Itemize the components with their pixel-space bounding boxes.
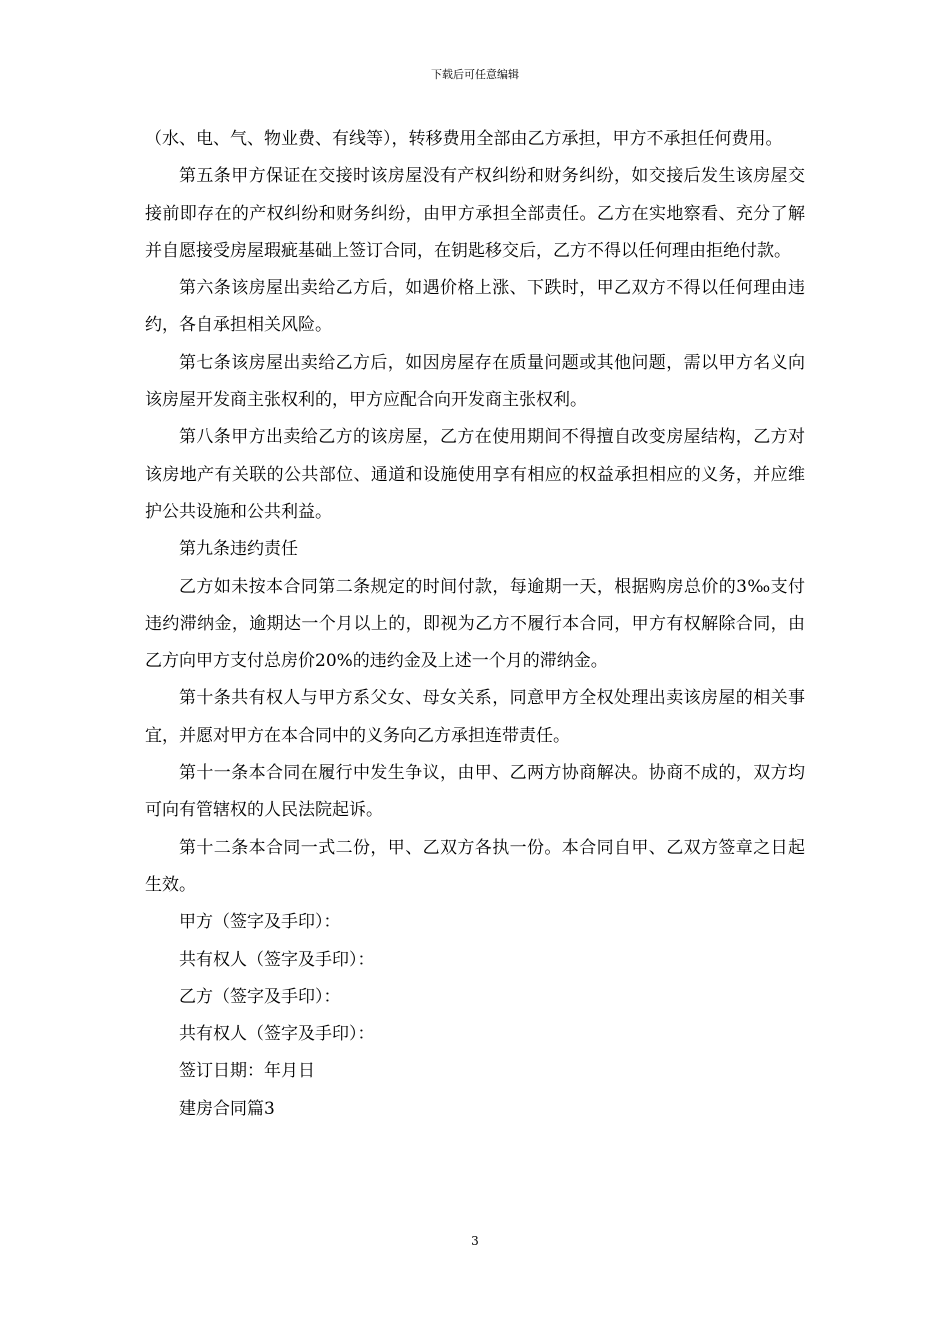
- paragraph-breach-terms: 乙方如未按本合同第二条规定的时间付款，每逾期一天，根据购房总价的3‰支付违约滞纳金，逾期达一个月以上的，即视为乙方不履行本合同，甲方有权解除合同，由乙方向甲方支付总房价20%的违约金及上述一个月的滞纳金。: [145, 576, 805, 672]
- page-number: 3: [471, 1234, 479, 1248]
- paragraph-article-10: 第十条共有权人与甲方系父女、母女关系，同意甲方全权处理出卖该房屋的相关事宜，并愿对甲方在本合同中的义务向乙方承担连带责任。: [145, 688, 805, 746]
- signature-co-owner-1: 共有权人（签字及手印）：: [179, 949, 375, 970]
- signature-party-b: 乙方（签字及手印）：: [179, 986, 341, 1007]
- signing-date: 签订日期：年月日: [179, 1061, 315, 1082]
- paragraph-article-7: 第七条该房屋出卖给乙方后，如因房屋存在质量问题或其他问题，需以甲方名义向该房屋开发商主张权利的，甲方应配合向开发商主张权利。: [145, 352, 805, 411]
- paragraph-article-12: 第十二条本合同一式二份，甲、乙双方各执一份。本合同自甲、乙双方签章之日起生效。: [145, 837, 805, 895]
- document-body: [145, 121, 805, 1128]
- paragraph-article-8: 第八条甲方出卖给乙方的该房屋，乙方在使用期间不得擅自改变房屋结构，乙方对该房地产有关联的公共部位、通道和设施使用享有相应的权益承担相应的义务，并应维护公共设施和公共利益。: [145, 427, 805, 522]
- paragraph-article-6: 第六条该房屋出卖给乙方后，如遇价格上涨、下跌时，甲乙双方不得以任何理由违约，各自承担相关风险。: [145, 278, 805, 336]
- paragraph-article-11: 第十一条本合同在履行中发生争议，由甲、乙两方协商解决。协商不成的，双方均可向有管辖权的人民法院起诉。: [145, 763, 805, 821]
- paragraph-article-9-heading: 第九条违约责任: [179, 539, 298, 560]
- signature-party-a: 甲方（签字及手印）：: [179, 912, 341, 933]
- paragraph-continuation: （水、电、气、物业费、有线等），转移费用全部由乙方承担，甲方不承担任何费用。: [145, 129, 783, 149]
- page-header: 下载后可任意编辑: [431, 68, 519, 81]
- section-title: 建房合同篇3: [179, 1098, 275, 1119]
- paragraph-article-5: 第五条甲方保证在交接时该房屋没有产权纠纷和财务纠纷，如交接后发生该房屋交接前即存在的产权纠纷和财务纠纷，由甲方承担全部责任。乙方在实地察看、充分了解并自愿接受房屋瑕疵基础上签订合同，在钥匙移交后，乙方不得以任何理由拒绝付款。: [145, 166, 805, 261]
- signature-co-owner-2: 共有权人（签字及手印）：: [179, 1024, 375, 1045]
